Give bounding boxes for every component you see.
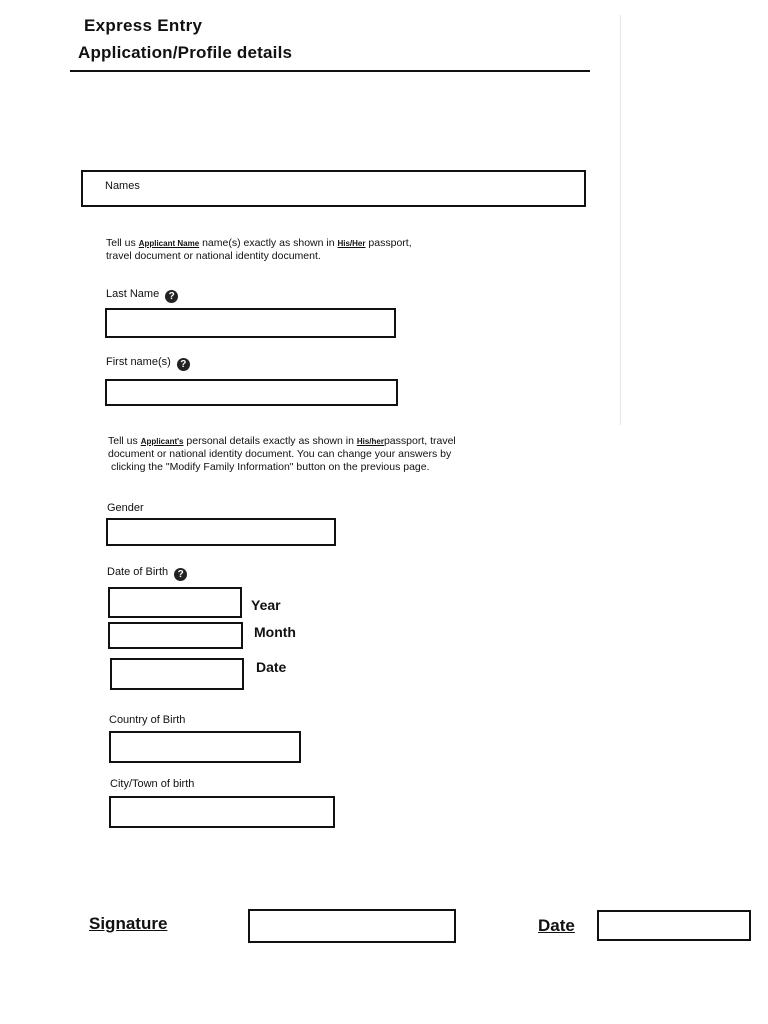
names-instructions <box>106 237 412 263</box>
names-section-label: Names <box>105 180 140 192</box>
city-of-birth-input[interactable] <box>109 796 335 828</box>
city-of-birth-label: City/Town of birth <box>110 778 195 790</box>
country-of-birth-label: Country of Birth <box>109 714 186 726</box>
applicant-name-ref: Applicant Name <box>138 239 200 248</box>
names-instructions-part3: passport, <box>368 237 412 249</box>
names-instructions-part1: Tell us <box>106 237 136 249</box>
personal-details-instructions <box>108 435 456 474</box>
his-her-ref: His/Her <box>337 239 366 248</box>
gender-input[interactable] <box>106 518 336 546</box>
last-name-input[interactable] <box>105 308 396 338</box>
signature-input[interactable] <box>248 909 456 943</box>
first-name-label-row <box>106 356 190 371</box>
scan-edge <box>620 15 621 425</box>
help-icon[interactable]: ? <box>177 358 190 371</box>
first-name-label: First name(s) <box>106 356 171 368</box>
dob-year-label: Year <box>251 597 281 613</box>
dob-label-row <box>107 566 187 581</box>
personal-instructions-part3: passport, travel <box>383 435 456 447</box>
date-input[interactable] <box>597 910 751 941</box>
date-label: Date <box>538 916 575 935</box>
personal-instructions-part1: Tell us <box>108 435 138 447</box>
help-icon[interactable]: ? <box>165 290 178 303</box>
last-name-label: Last Name <box>106 288 160 300</box>
help-icon[interactable]: ? <box>174 568 187 581</box>
signature-label: Signature <box>89 914 168 933</box>
dob-label: Date of Birth <box>107 566 169 578</box>
personal-instructions-line3: clicking the "Modify Family Information" button on the previous page. <box>111 461 430 473</box>
title-divider <box>70 70 590 72</box>
dob-year-input[interactable] <box>108 587 242 618</box>
names-instructions-line2: travel document or national identity document. <box>106 250 321 262</box>
his-her-ref: His/her <box>356 437 384 446</box>
first-name-input[interactable] <box>105 379 398 406</box>
dob-date-input[interactable] <box>110 658 244 690</box>
personal-instructions-part2: personal details exactly as shown in <box>186 435 354 447</box>
gender-label: Gender <box>107 502 144 514</box>
dob-date-label: Date <box>256 659 287 675</box>
last-name-label-row <box>106 288 178 303</box>
names-section-header <box>81 170 586 207</box>
country-of-birth-input[interactable] <box>109 731 301 763</box>
personal-instructions-line2: document or national identity document. You can change your answers by <box>108 448 452 460</box>
applicants-ref: Applicant's <box>140 437 184 446</box>
page-subtitle: Application/Profile details <box>78 43 293 62</box>
names-instructions-part2: name(s) exactly as shown in <box>202 237 335 249</box>
dob-month-label: Month <box>254 624 296 640</box>
page-title: Express Entry <box>84 16 203 35</box>
dob-month-input[interactable] <box>108 622 243 649</box>
